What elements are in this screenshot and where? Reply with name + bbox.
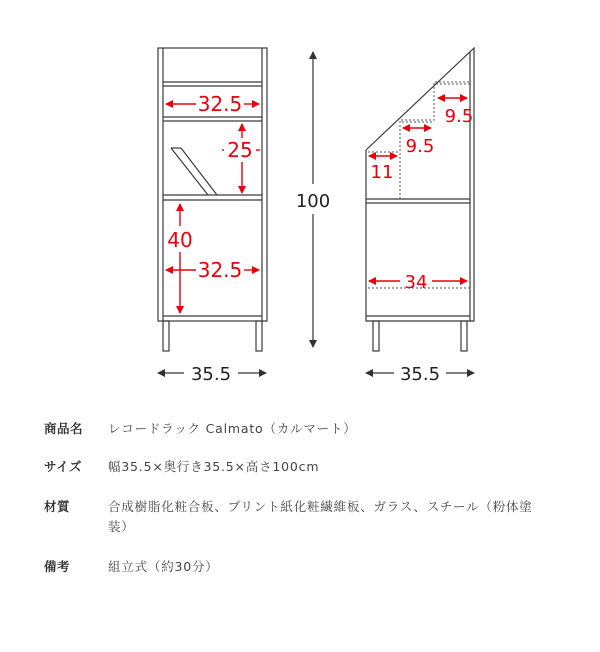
side-total-depth-label: 35.5 [399,364,441,385]
front-lower-height-label: 40 [167,228,193,252]
front-width-bottom-label: 32.5 [197,258,243,282]
step1-label: 11 [370,162,394,183]
front-total-width-label: 35.5 [190,364,232,385]
total-height-label: 100 [295,191,331,212]
side-leg-right [461,321,467,351]
side-depth-label: 34 [404,272,428,293]
step3-label: 9.5 [444,106,474,127]
spec-value: 合成樹脂化粧合板、プリント紙化粧繊維板、ガラス、スチール（粉体塗装） [108,499,533,534]
front-leg-left [163,321,169,351]
spec-label: 備考 [44,559,71,574]
front-width-top-label: 32.5 [197,92,243,116]
front-leg-right [256,321,262,351]
spec-label: 商品名 [44,421,84,436]
record-glass [171,148,208,195]
spec-value: 組立式（約30分） [108,559,219,574]
spec-label: サイズ [44,459,83,474]
step2-label: 9.5 [405,136,435,157]
side-leg-left [373,321,379,351]
side-view [366,48,474,351]
spec-value: 幅35.5×奥行き35.5×高さ100cm [108,459,320,474]
spec-label: 材質 [44,499,71,514]
spec-value: レコードラック Calmato（カルマート） [108,421,357,436]
front-upper-height-label: 25 [227,138,253,162]
